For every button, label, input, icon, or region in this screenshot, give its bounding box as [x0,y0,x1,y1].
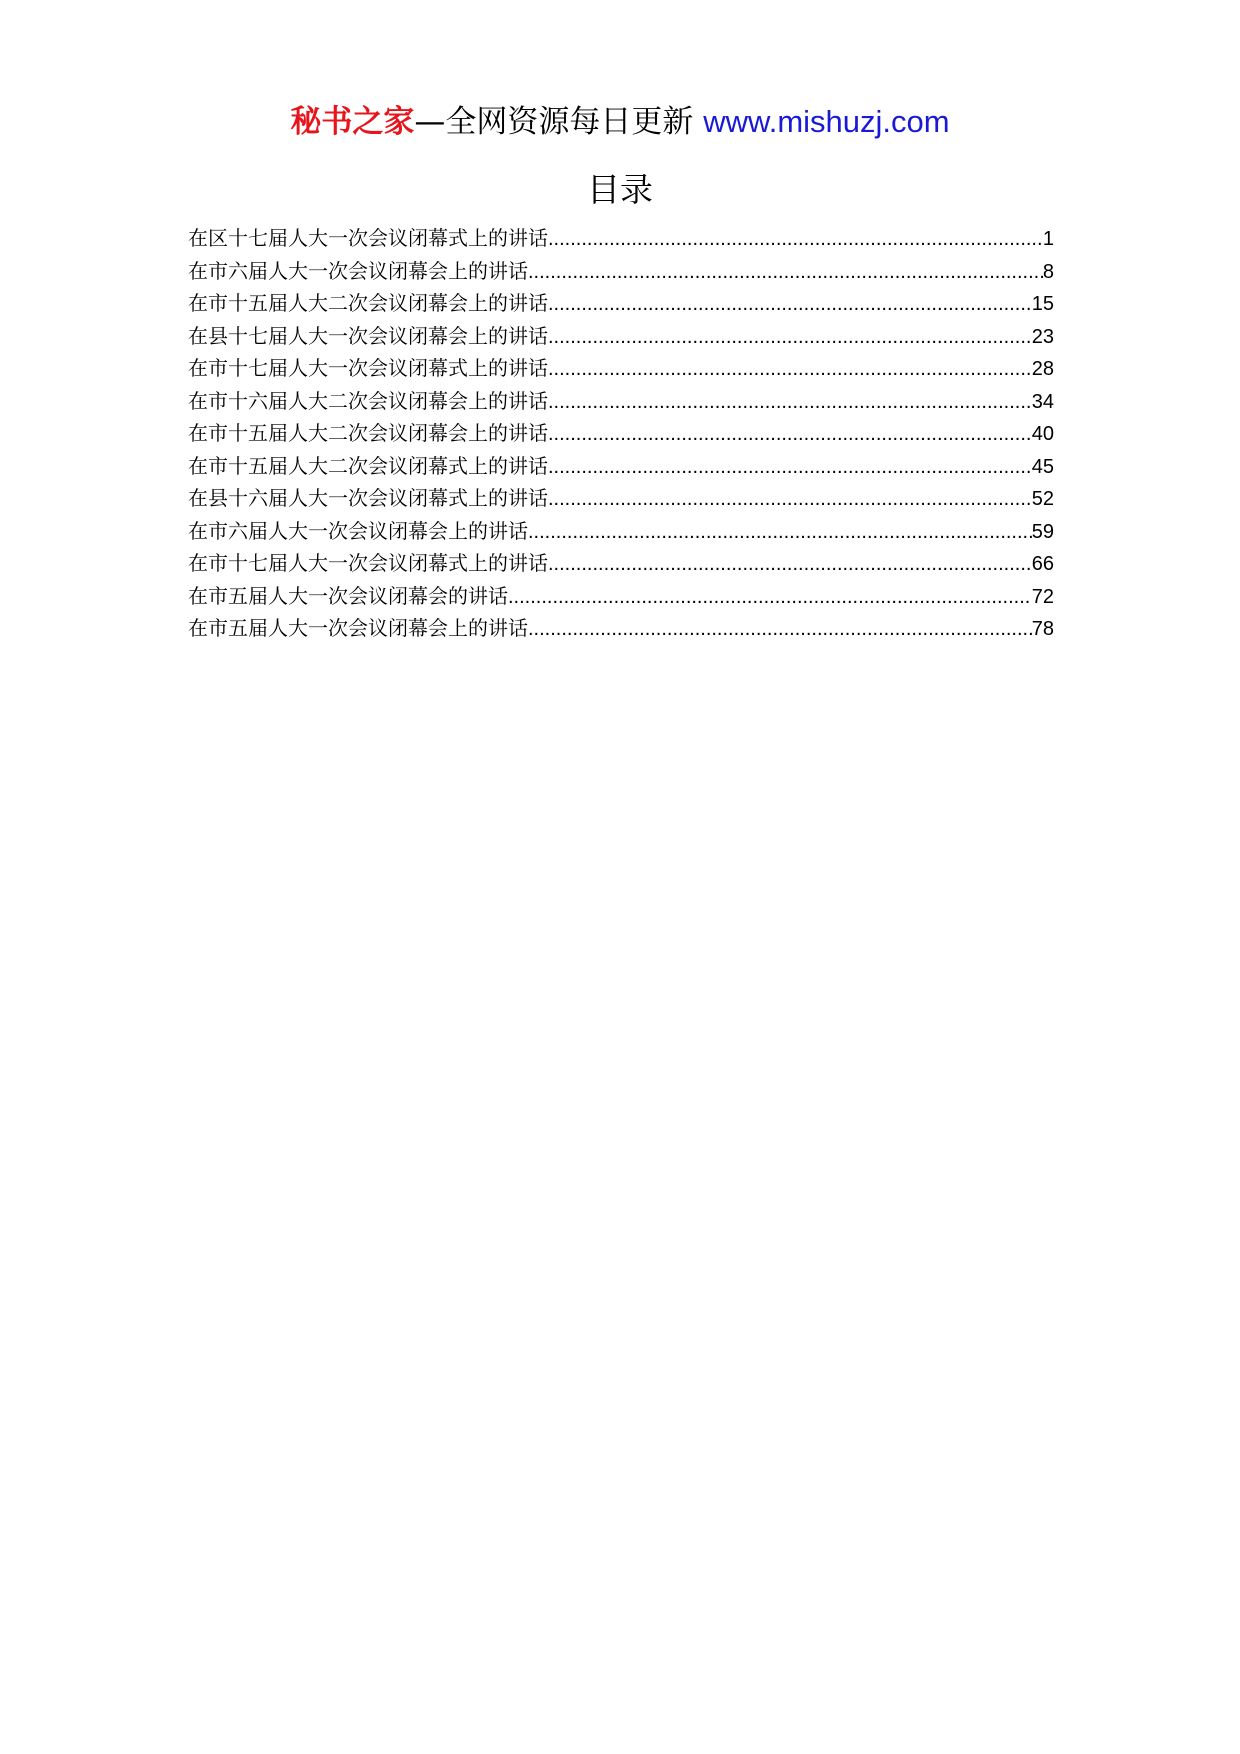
toc-dot-leader [508,581,1032,614]
toc-entry-title: 在市十五届人大二次会议闭幕会上的讲话 [188,421,548,445]
brand-name: 秘书之家 [290,104,415,140]
toc-entry[interactable] [188,287,1054,320]
toc-entry-title: 在市十五届人大二次会议闭幕式上的讲话 [188,453,548,478]
toc-entry-page: 66 [1031,553,1054,575]
website-link[interactable]: www.mishuzj.com [703,104,950,139]
toc-dot-leader [548,353,1032,386]
toc-entry-title: 在市五届人大一次会议闭幕会的讲话 [188,583,508,608]
toc-entry[interactable] [188,547,1054,580]
toc-entry-page: 1 [1042,228,1054,250]
toc-entry[interactable] [188,580,1054,613]
toc-dot-leader [528,256,1043,289]
toc-entry-title: 在市十六届人大二次会议闭幕会上的讲话 [188,388,548,413]
toc-dot-leader [548,451,1032,484]
toc-entry-title: 在市六届人大一次会议闭幕会上的讲话 [188,258,528,283]
toc-entry-page: 52 [1031,488,1054,510]
toc-entry-page: 40 [1031,423,1054,445]
toc-dot-leader [548,386,1032,419]
toc-dot-leader [528,613,1032,646]
toc-entry-page: 59 [1031,520,1054,543]
toc-entry-title: 在市十七届人大一次会议闭幕式上的讲话 [188,356,548,380]
toc-entry-page: 34 [1031,390,1054,413]
toc-entry-title: 在区十七届人大一次会议闭幕式上的讲话 [188,226,548,250]
toc-entry-title: 在市六届人大一次会议闭幕会上的讲话 [188,518,528,543]
toc-entry-title: 在市五届人大一次会议闭幕会上的讲话 [188,616,528,640]
header-banner [0,100,1240,144]
toc-entry[interactable] [188,385,1054,418]
toc-dot-leader [548,321,1032,354]
toc-entry-title: 在县十六届人大一次会议闭幕式上的讲话 [188,486,548,510]
header-slogan: —全网资源每日更新 [414,104,694,140]
toc-dot-leader [548,418,1032,451]
toc-entry-page: 72 [1031,585,1054,608]
toc-entry[interactable] [188,352,1054,385]
toc-entry[interactable] [188,417,1054,450]
table-of-contents [188,222,1054,645]
toc-dot-leader [548,288,1032,321]
toc-entry-page: 28 [1031,358,1054,380]
toc-entry-title: 在市十七届人大一次会议闭幕式上的讲话 [188,551,548,575]
toc-entry-page: 78 [1031,618,1054,640]
toc-entry[interactable] [188,515,1054,548]
toc-entry[interactable] [188,255,1054,288]
toc-entry[interactable] [188,612,1054,645]
toc-dot-leader [528,516,1032,549]
toc-entry-title: 在市十五届人大二次会议闭幕会上的讲话 [188,291,548,315]
toc-dot-leader [548,483,1032,516]
toc-entry-page: 45 [1031,455,1054,478]
toc-title: 目录 [587,170,653,209]
toc-dot-leader [548,548,1032,581]
toc-entry-page: 23 [1031,325,1054,348]
toc-entry[interactable] [188,320,1054,353]
toc-entry-page: 15 [1031,293,1054,315]
toc-entry[interactable] [188,450,1054,483]
toc-entry[interactable] [188,222,1054,255]
toc-entry[interactable] [188,482,1054,515]
toc-dot-leader [548,223,1043,256]
toc-entry-title: 在县十七届人大一次会议闭幕会上的讲话 [188,323,548,348]
toc-entry-page: 8 [1042,260,1054,283]
